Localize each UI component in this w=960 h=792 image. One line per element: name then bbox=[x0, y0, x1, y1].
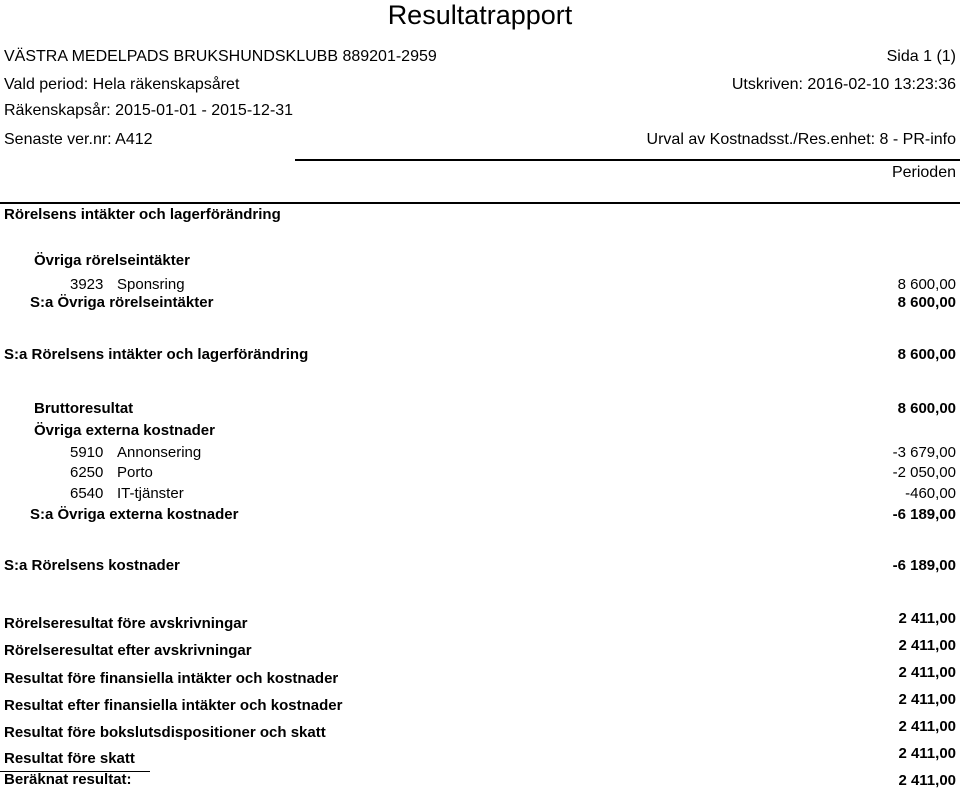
account-number: 6250 bbox=[70, 464, 104, 481]
result-label: Rörelseresultat före avskrivningar bbox=[4, 615, 248, 632]
account-amount: -460,00 bbox=[905, 485, 956, 502]
cost-center-selection: Urval av Kostnadsst./Res.enhet: 8 - PR-info bbox=[646, 131, 956, 148]
latest-voucher-number: Senaste ver.nr: A412 bbox=[4, 131, 153, 148]
account-amount: 8 600,00 bbox=[897, 276, 956, 293]
account-name: Annonsering bbox=[117, 444, 202, 461]
result-label: Resultat före finansiella intäkter och kostnader bbox=[4, 670, 339, 687]
result-amount: 2 411,00 bbox=[898, 691, 956, 708]
column-header-rule bbox=[0, 202, 960, 204]
account-name: Porto bbox=[117, 464, 153, 481]
account-number: 3923 bbox=[70, 276, 104, 293]
result-label: Rörelseresultat efter avskrivningar bbox=[4, 642, 252, 659]
company-name: VÄSTRA MEDELPADS BRUKSHUNDSKLUBB 889201-2959 bbox=[4, 48, 437, 65]
column-header-period: Perioden bbox=[891, 164, 956, 181]
result-amount: 2 411,00 bbox=[898, 718, 956, 735]
sum-amount-other-income: 8 600,00 bbox=[897, 294, 956, 311]
sum-amount-external-costs: -6 189,00 bbox=[892, 506, 956, 523]
sum-amount-operating-income: 8 600,00 bbox=[897, 346, 956, 363]
account-number: 6540 bbox=[70, 485, 104, 502]
account-name: IT-tjänster bbox=[117, 485, 184, 502]
fiscal-year: Räkenskapsår: 2015-01-01 - 2015-12-31 bbox=[4, 102, 294, 119]
computed-result-label: Beräknat resultat: bbox=[4, 771, 132, 788]
computed-result-amount: 2 411,00 bbox=[898, 772, 956, 789]
result-label: Resultat före skatt bbox=[4, 750, 135, 767]
sum-label-operating-income: S:a Rörelsens intäkter och lagerförändring bbox=[4, 346, 309, 363]
sum-label-operating-costs: S:a Rörelsens kostnader bbox=[4, 557, 180, 574]
group-title-external-costs: Övriga externa kostnader bbox=[34, 422, 215, 439]
account-number: 5910 bbox=[70, 444, 104, 461]
result-label: Resultat efter finansiella intäkter och kostnader bbox=[4, 697, 343, 714]
report-title: Resultatrapport bbox=[387, 0, 573, 30]
account-name: Sponsring bbox=[117, 276, 185, 293]
gross-profit-label: Bruttoresultat bbox=[34, 400, 134, 417]
result-amount: 2 411,00 bbox=[898, 745, 956, 762]
header-rule bbox=[295, 159, 960, 161]
group-title-other-income: Övriga rörelseintäkter bbox=[34, 252, 190, 269]
sum-amount-operating-costs: -6 189,00 bbox=[892, 557, 956, 574]
sum-label-external-costs: S:a Övriga externa kostnader bbox=[30, 506, 239, 523]
sum-label-other-income: S:a Övriga rörelseintäkter bbox=[30, 294, 214, 311]
page-number: Sida 1 (1) bbox=[886, 48, 956, 65]
selected-period: Vald period: Hela räkenskapsåret bbox=[4, 76, 240, 93]
gross-profit-amount: 8 600,00 bbox=[897, 400, 956, 417]
account-amount: -2 050,00 bbox=[892, 464, 956, 481]
printed-timestamp: Utskriven: 2016-02-10 13:23:36 bbox=[731, 76, 956, 93]
result-amount: 2 411,00 bbox=[898, 664, 956, 681]
account-amount: -3 679,00 bbox=[892, 444, 956, 461]
result-amount: 2 411,00 bbox=[898, 610, 956, 627]
result-amount: 2 411,00 bbox=[898, 637, 956, 654]
result-label: Resultat före bokslutsdispositioner och skatt bbox=[4, 724, 326, 741]
section-title-operating-income: Rörelsens intäkter och lagerförändring bbox=[4, 206, 281, 223]
